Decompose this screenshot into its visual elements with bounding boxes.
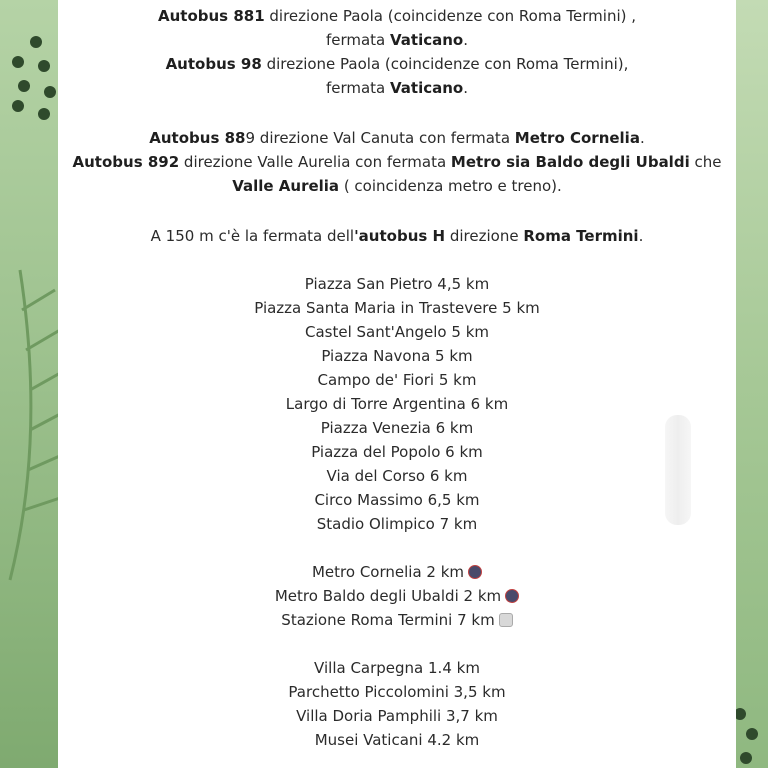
list-item: Piazza Navona 5 km [321, 347, 473, 365]
bus-number: Autobus 881 [157, 7, 265, 25]
bus-line-98-stop [58, 76, 736, 100]
landmarks-list [58, 272, 736, 536]
bus-line-892 [58, 150, 736, 174]
bus-number: Autobus 98 [165, 55, 262, 73]
list-item: Villa Carpegna 1.4 km [314, 659, 480, 677]
list-item: Circo Massimo 6,5 km [314, 491, 480, 509]
train-icon [499, 613, 513, 627]
bus-h-prefix: A 150 m c'è la fermata dell [150, 227, 355, 245]
info-card [58, 0, 736, 768]
bus-number: 'autobus H [354, 227, 446, 245]
bus-number: Autobus 88 [149, 129, 246, 147]
bus-direction: 9 direzione Val Canuta con fermata [245, 129, 515, 147]
stop-name: Vaticano [390, 31, 464, 49]
bus-line-98 [58, 52, 736, 76]
station-label: Metro Baldo degli Ubaldi 2 km [274, 587, 502, 605]
list-item: Campo de' Fiori 5 km [317, 371, 477, 389]
list-item: Via del Corso 6 km [326, 467, 468, 485]
stop-label: fermata [325, 79, 391, 97]
stop-name: Metro sia Baldo degli Ubaldi [450, 153, 690, 171]
parks-list [58, 656, 736, 752]
list-item: Piazza Venezia 6 km [320, 419, 474, 437]
stop-name: Roma Termini [523, 227, 639, 245]
list-item [58, 560, 736, 584]
bus-direction: direzione Paola (coincidenze con Roma Termini), [261, 55, 629, 73]
stop-name: Valle Aurelia [232, 177, 340, 195]
list-item: Piazza del Popolo 6 km [311, 443, 483, 461]
stations-list [58, 560, 736, 632]
list-item: Musei Vaticani 4.2 km [314, 731, 480, 749]
punctuation: . [639, 129, 645, 147]
bus-direction-suffix: che [689, 153, 722, 171]
station-label: Metro Cornelia 2 km [311, 563, 465, 581]
station-label: Stazione Roma Termini 7 km [281, 611, 495, 629]
bus-line-889 [58, 126, 736, 150]
connection-note: ( coincidenza metro e treno). [339, 177, 562, 195]
bus-direction: direzione Valle Aurelia con fermata [179, 153, 451, 171]
metro-icon [505, 589, 519, 603]
bus-number: Autobus 892 [72, 153, 180, 171]
card-content [58, 0, 736, 752]
bus-direction: direzione Paola (coincidenze con Roma Termini) , [264, 7, 637, 25]
bus-line-881-stop [58, 28, 736, 52]
bus-line-892-continued [58, 174, 736, 198]
list-item: Villa Doria Pamphili 3,7 km [296, 707, 498, 725]
list-item: Stadio Olimpico 7 km [316, 515, 478, 533]
stop-label: fermata [325, 31, 391, 49]
list-item: Castel Sant'Angelo 5 km [305, 323, 489, 341]
punctuation: . [463, 31, 469, 49]
list-item: Parchetto Piccolomini 3,5 km [288, 683, 506, 701]
stop-name: Vaticano [390, 79, 464, 97]
stop-name: Metro Cornelia [514, 129, 640, 147]
list-item: Largo di Torre Argentina 6 km [285, 395, 509, 413]
list-item [58, 608, 736, 632]
metro-icon [468, 565, 482, 579]
bus-h-note [58, 224, 736, 248]
list-item [58, 584, 736, 608]
bus-direction: direzione [445, 227, 524, 245]
punctuation: . [638, 227, 644, 245]
list-item: Piazza San Pietro 4,5 km [304, 275, 490, 293]
list-item: Piazza Santa Maria in Trastevere 5 km [254, 299, 540, 317]
bus-line-881 [58, 4, 736, 28]
punctuation: . [463, 79, 469, 97]
